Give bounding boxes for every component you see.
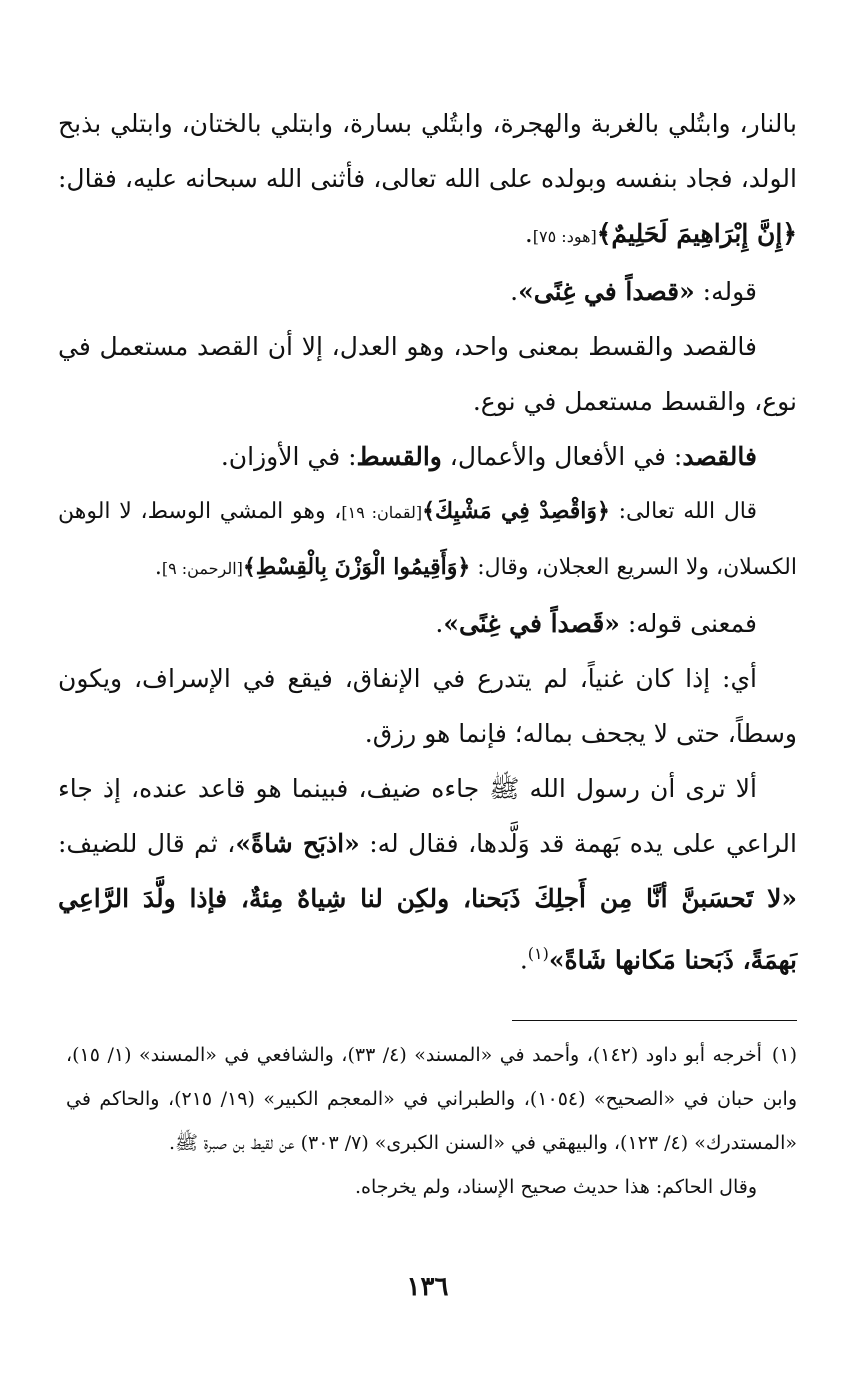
quran-verse: ﴿وَاقْصِدْ فِي مَشْيِكَ﴾ <box>422 498 610 524</box>
footnote-marker[interactable]: (١) <box>527 944 549 963</box>
main-text <box>58 96 797 987</box>
hadith-quote: «قصداً في غِنًى» <box>518 277 695 306</box>
footnotes <box>66 1033 797 1209</box>
paragraph-7: أي: إذا كان غنياً، لم يتدرع في الإنفاق، فيقع في الإسراف، ويكون وسطاً، حتى لا يجحف بماله؛ فإنما هو رزق. <box>58 664 797 748</box>
punctuation: . <box>154 555 162 580</box>
paragraph-5 <box>58 484 797 596</box>
paragraph-text: ، وهو المشي الوسط، لا الوهن الكسلان، ولا السريع العجلان، وقال: <box>58 499 797 580</box>
footnote-1 <box>66 1033 797 1165</box>
paragraph-4 <box>58 429 797 484</box>
quran-verse: ﴿إِنَّ إِبْرَاهِيمَ لَحَلِيمٌ﴾ <box>596 219 797 248</box>
verse-reference: [الرحمن: ٩] <box>161 559 243 578</box>
paragraph-text: : في الأفعال والأعمال، <box>441 442 683 471</box>
verse-reference: [لقمان: ١٩] <box>341 503 423 522</box>
paragraph-1 <box>58 96 797 264</box>
paragraph-text: بالنار، وابتُلي بالغربة والهجرة، وابتُلي بسارة، وابتلي بالختان، وابتلي بذبح الولد، فجاد بنفسه وبولده على الله تعالى، فأثنى الله سبحانه عليه، فقال: <box>58 109 797 193</box>
paragraph-text: قال الله تعالى: <box>609 499 758 524</box>
paragraph-3: فالقصد والقسط بمعنى واحد، وهو العدل، إلا أن القصد مستعمل في نوع، والقسط مستعمل في نوع. <box>58 332 797 416</box>
term-qist: والقسط <box>356 442 442 471</box>
paragraph-8 <box>58 761 797 987</box>
paragraph-text: ، ثم قال للضيف: <box>58 829 236 858</box>
footnote-divider <box>512 1020 797 1021</box>
hadith-quote: «اذبَح شاةً» <box>235 829 360 858</box>
hadith-quote: «لا تَحسَبنَّ أنَّا مِن أَجلِكَ ذَبَحنا، ولكِن لنا شِياهٌ مِئةٌ، فإذا ولَّدَ الرَّاعِي بَهمَةً، ذَبَحنا مَكانها شَاةً» <box>58 884 797 975</box>
paragraph-text: ألا ترى أن رسول الله ﷺ جاءه ضيف، فبينما هو قاعد عنده، إذ جاء الراعي على يده بَهمة قد وَلَّدها، فقال له: <box>58 774 797 858</box>
term-qasd: فالقصد <box>682 442 757 471</box>
paragraph-6 <box>58 596 797 651</box>
footnote-text: أخرجه أبو داود (١٤٢)، وأحمد في «المسند» (٤/ ٣٣)، والشافعي في «المسند» (١/ ١٥)، وابن حبان في «الصحيح» (١٠٥٤)، والطبراني في «المعجم الكبير» (١٩/ ٢١٥)، والحاكم في «المستدرك» (٤/ ١٢٣)، والبيهقي في «السنن الكبرى» (٧/ ٣٠٣) عن لقيط بن صبرة ﷺ. <box>66 1044 797 1154</box>
punctuation: . <box>510 277 519 306</box>
punctuation: . <box>435 609 444 638</box>
paragraph-text: : في الأوزان. <box>220 442 357 471</box>
hadith-quote: «قَصداً في غِنًى» <box>443 609 620 638</box>
footnote-1-continuation: وقال الحاكم: هذا حديث صحيح الإسناد، ولم يخرجاه. <box>355 1176 757 1198</box>
page-number: ١٣٦ <box>406 1272 449 1302</box>
punctuation: . <box>519 945 528 975</box>
footnote-number: (١) <box>771 1044 797 1066</box>
quran-verse: ﴿وَأَقِيمُوا الْوَزْنَ بِالْقِسْطِ﴾ <box>242 554 471 580</box>
verse-reference: [هود: ٧٥] <box>532 227 597 246</box>
paragraph-2 <box>58 264 797 319</box>
punctuation: . <box>524 219 533 248</box>
paragraph-text: فمعنى قوله: <box>619 609 757 638</box>
paragraph-text: قوله: <box>694 277 757 306</box>
